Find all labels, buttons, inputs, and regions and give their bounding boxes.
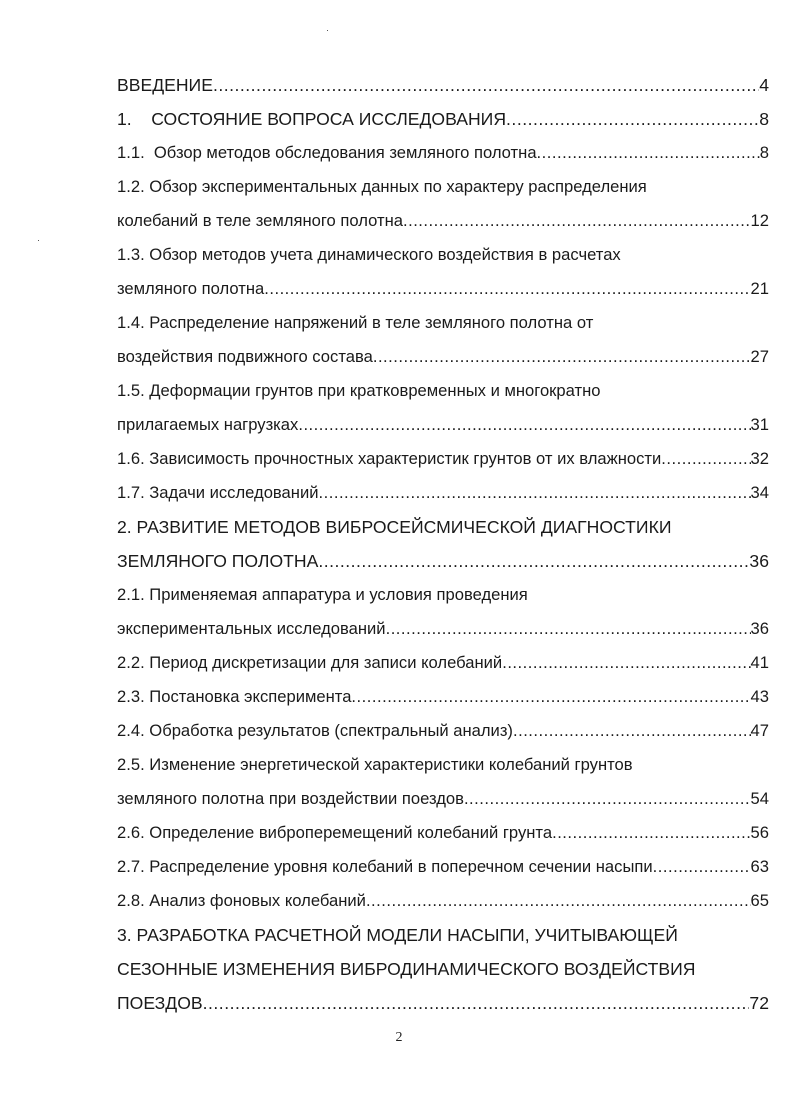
toc-page-number: 4 xyxy=(759,75,769,95)
toc-label: колебаний в теле земляного полотна xyxy=(117,211,403,230)
dot-leader xyxy=(653,850,751,884)
toc-page-number: 31 xyxy=(750,415,769,434)
dot-leader xyxy=(264,272,750,306)
toc-entry-chapter-2-line1: 2. РАЗВИТИЕ МЕТОДОВ ВИБРОСЕЙСМИЧЕСКОЙ ДИАГНОСТИКИ xyxy=(117,517,672,537)
dot-leader xyxy=(661,442,750,476)
toc-label: экспериментальных исследований xyxy=(117,619,386,638)
toc-entry-2-2 xyxy=(117,646,769,680)
toc-entry-1-3-line1: 1.3. Обзор методов учета динамического воздействия в расчетах xyxy=(117,245,621,264)
toc-entry-1-1 xyxy=(117,136,769,170)
toc-page-number: 27 xyxy=(750,347,769,366)
toc-entry-1-2-line1: 1.2. Обзор экспериментальных данных по характеру распределения xyxy=(117,177,647,196)
toc-entry-chapter-3-line1: 3. РАЗРАБОТКА РАСЧЕТНОЙ МОДЕЛИ НАСЫПИ, УЧИТЫВАЮЩЕЙ xyxy=(117,925,678,945)
toc-entry-2-7 xyxy=(117,850,769,884)
dot-leader xyxy=(552,816,750,850)
dot-leader xyxy=(203,986,750,1020)
toc-label: 1. СОСТОЯНИЕ ВОПРОСА ИССЛЕДОВАНИЯ xyxy=(117,109,507,129)
dot-leader xyxy=(464,782,751,816)
dot-leader xyxy=(506,102,759,136)
toc-page-number: 8 xyxy=(759,143,769,162)
toc-entry-1-7 xyxy=(117,476,769,510)
toc-entry-2-5 xyxy=(117,782,769,816)
dot-leader xyxy=(403,204,751,238)
toc-page-number: 8 xyxy=(759,109,769,129)
toc-label: 2.6. Определение виброперемещений колебаний грунта xyxy=(117,823,553,842)
toc-entry-chapter-1 xyxy=(117,102,769,136)
toc-entry-1-6 xyxy=(117,442,769,476)
toc-entry-2-6 xyxy=(117,816,769,850)
toc-label: 1.1. Обзор методов обследования земляного полотна xyxy=(117,143,537,162)
toc-page-number: 72 xyxy=(749,993,769,1013)
dot-leader xyxy=(298,408,750,442)
toc-label: 2.2. Период дискретизации для записи колебаний xyxy=(117,653,503,672)
toc-label: ЗЕМЛЯНОГО ПОЛОТНА xyxy=(117,551,319,571)
dot-leader xyxy=(366,884,751,918)
toc-label: земляного полотна при воздействии поездов xyxy=(117,789,464,808)
toc-entry-2-5-line1: 2.5. Изменение энергетической характеристики колебаний грунтов xyxy=(117,755,633,774)
dot-leader xyxy=(386,612,751,646)
toc-entry-chapter-3 xyxy=(117,986,769,1020)
dot-leader xyxy=(513,714,751,748)
toc-label: 2.3. Постановка эксперимента xyxy=(117,687,352,706)
toc-entry-2-3 xyxy=(117,680,769,714)
toc-entry-2-1 xyxy=(117,612,769,646)
toc-entry-2-8 xyxy=(117,884,769,918)
toc-page-number: 47 xyxy=(750,721,769,740)
toc-label: 2.8. Анализ фоновых колебаний xyxy=(117,891,366,910)
dot-leader xyxy=(537,136,760,170)
toc-entry-1-5 xyxy=(117,408,769,442)
toc-page-number: 65 xyxy=(750,891,769,910)
toc-entry-chapter-2 xyxy=(117,544,769,578)
toc-page-number: 63 xyxy=(750,857,769,876)
toc-page-number: 43 xyxy=(750,687,769,706)
toc-page-number: 41 xyxy=(750,653,769,672)
toc-entry-1-4-line1: 1.4. Распределение напряжений в теле земляного полотна от xyxy=(117,313,594,332)
dot-leader xyxy=(213,68,759,102)
toc-entry-2-1-line1: 2.1. Применяемая аппаратура и условия проведения xyxy=(117,585,528,604)
toc-entry-1-5-line1: 1.5. Деформации грунтов при кратковременных и многократно xyxy=(117,381,601,400)
toc-page-number: 34 xyxy=(750,483,769,502)
scan-speck xyxy=(38,240,39,241)
dot-leader xyxy=(319,476,751,510)
toc-label: прилагаемых нагрузках xyxy=(117,415,299,434)
page-number: 2 xyxy=(395,1030,403,1045)
toc-label: ВВЕДЕНИЕ xyxy=(117,75,213,95)
toc-entry-1-3 xyxy=(117,272,769,306)
dot-leader xyxy=(351,680,750,714)
toc-entry-chapter-3-line2: СЕЗОННЫЕ ИЗМЕНЕНИЯ ВИБРОДИНАМИЧЕСКОГО ВОЗДЕЙСТВИЯ xyxy=(117,959,696,979)
scan-speck xyxy=(327,30,328,31)
toc-label: 2.7. Распределение уровня колебаний в поперечном сечении насыпи xyxy=(117,857,653,876)
dot-leader xyxy=(373,340,751,374)
toc-page-number: 21 xyxy=(750,279,769,298)
table-of-contents xyxy=(117,68,769,1020)
dot-leader xyxy=(318,544,749,578)
toc-label: 2.4. Обработка результатов (спектральный анализ) xyxy=(117,721,513,740)
toc-entry-1-4 xyxy=(117,340,769,374)
toc-label: 1.6. Зависимость прочностных характеристик грунтов от их влажности xyxy=(117,449,662,468)
toc-label: воздействия подвижного состава xyxy=(117,347,373,366)
toc-label: ПОЕЗДОВ xyxy=(117,993,203,1013)
toc-entry-2-4 xyxy=(117,714,769,748)
toc-label: земляного полотна xyxy=(117,279,265,298)
toc-page-number: 32 xyxy=(750,449,769,468)
dot-leader xyxy=(502,646,750,680)
toc-page-number: 36 xyxy=(749,551,769,571)
toc-page-number: 12 xyxy=(750,211,769,230)
toc-entry-introduction xyxy=(117,68,769,102)
toc-page-number: 54 xyxy=(750,789,769,808)
toc-page-number: 36 xyxy=(750,619,769,638)
toc-entry-1-2 xyxy=(117,204,769,238)
toc-label: 1.7. Задачи исследований xyxy=(117,483,319,502)
toc-page-number: 56 xyxy=(750,823,769,842)
